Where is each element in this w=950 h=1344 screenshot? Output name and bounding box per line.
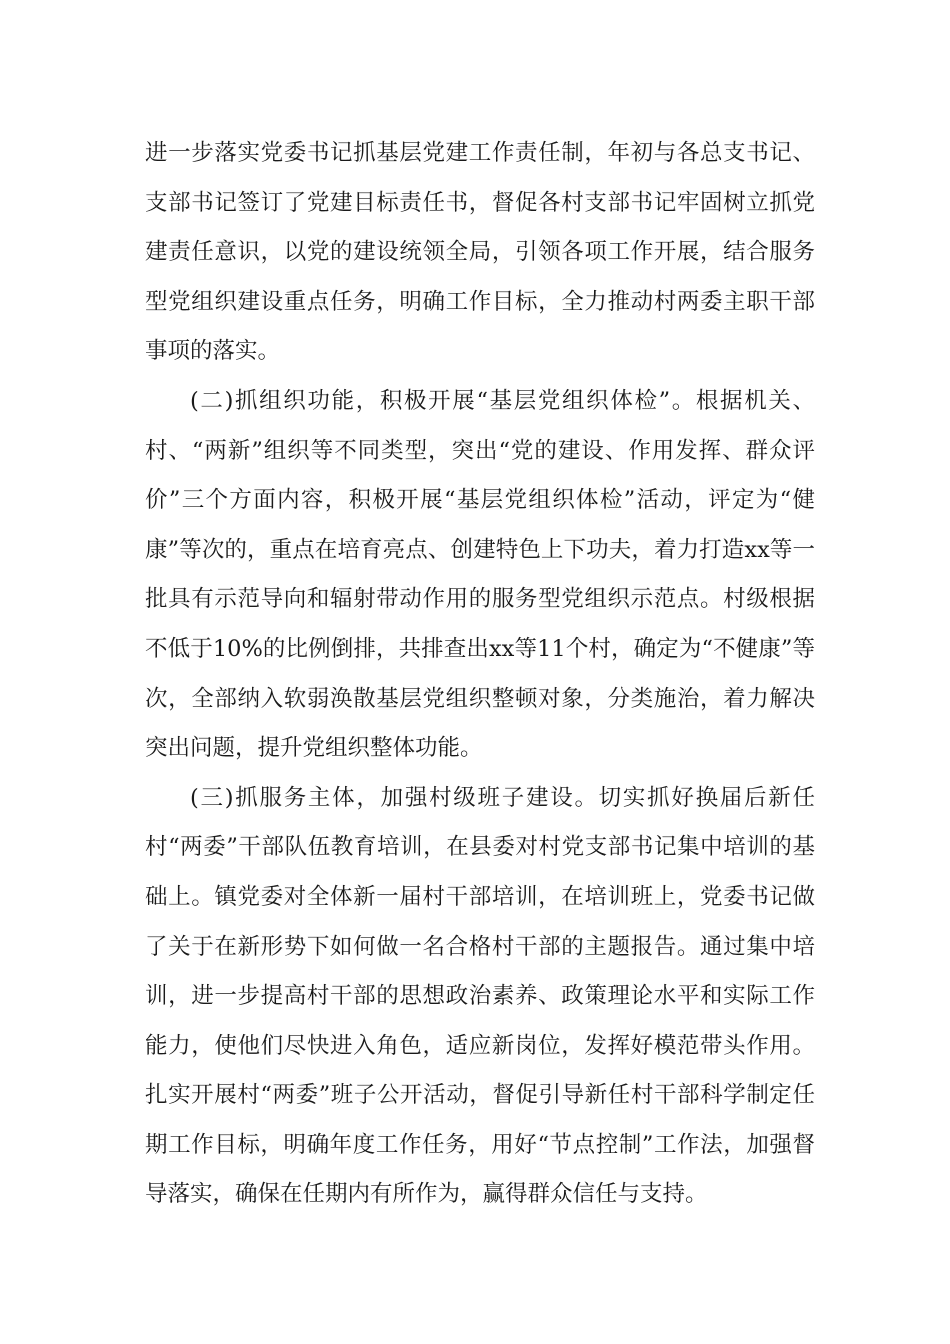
document-body (145, 129, 815, 1220)
paragraph-3: (三)抓服务主体，加强村级班子建设。切实抓好换届后新任村“两委”干部队伍教育培训，在县委对村党支部书记集中培训的基础上。镇党委对全体新一届村干部培训，在培训班上，党委书记做了关于在新形势下如何做一名合格村干部的主题报告。通过集中培训，进一步提高村干部的思想政治素养、政策理论水平和实际工作能力，使他们尽快进入角色，适应新岗位，发挥好模范带头作用。扎实开展村“两委”班子公开活动，督促引导新任村干部科学制定任期工作目标，明确年度工作任务，用好“节点控制”工作法，加强督导落实，确保在任期内有所作为，赢得群众信任与支持。 (145, 784, 815, 1208)
paragraph-1: 进一步落实党委书记抓基层党建工作责任制，年初与各总支书记、支部书记签订了党建目标责任书，督促各村支部书记牢固树立抓党建责任意识，以党的建设统领全局，引领各项工作开展，结合服务型党组织建设重点任务，明确工作目标，全力推动村两委主职干部事项的落实。 (145, 140, 815, 365)
paragraph-2: (二)抓组织功能，积极开展“基层党组织体检”。根据机关、村、“两新”组织等不同类型，突出“党的建设、作用发挥、群众评价”三个方面内容，积极开展“基层党组织体检”活动，评定为“健康”等次的，重点在培育亮点、创建特色上下功夫，着力打造xx等一批具有示范导向和辐射带动作用的服务型党组织示范点。村级根据不低于10%的比例倒排，共排查出xx等11个村，确定为“不健康”等次，全部纳入软弱涣散基层党组织整顿对象，分类施治，着力解决突出问题，提升党组织整体功能。 (145, 387, 815, 762)
